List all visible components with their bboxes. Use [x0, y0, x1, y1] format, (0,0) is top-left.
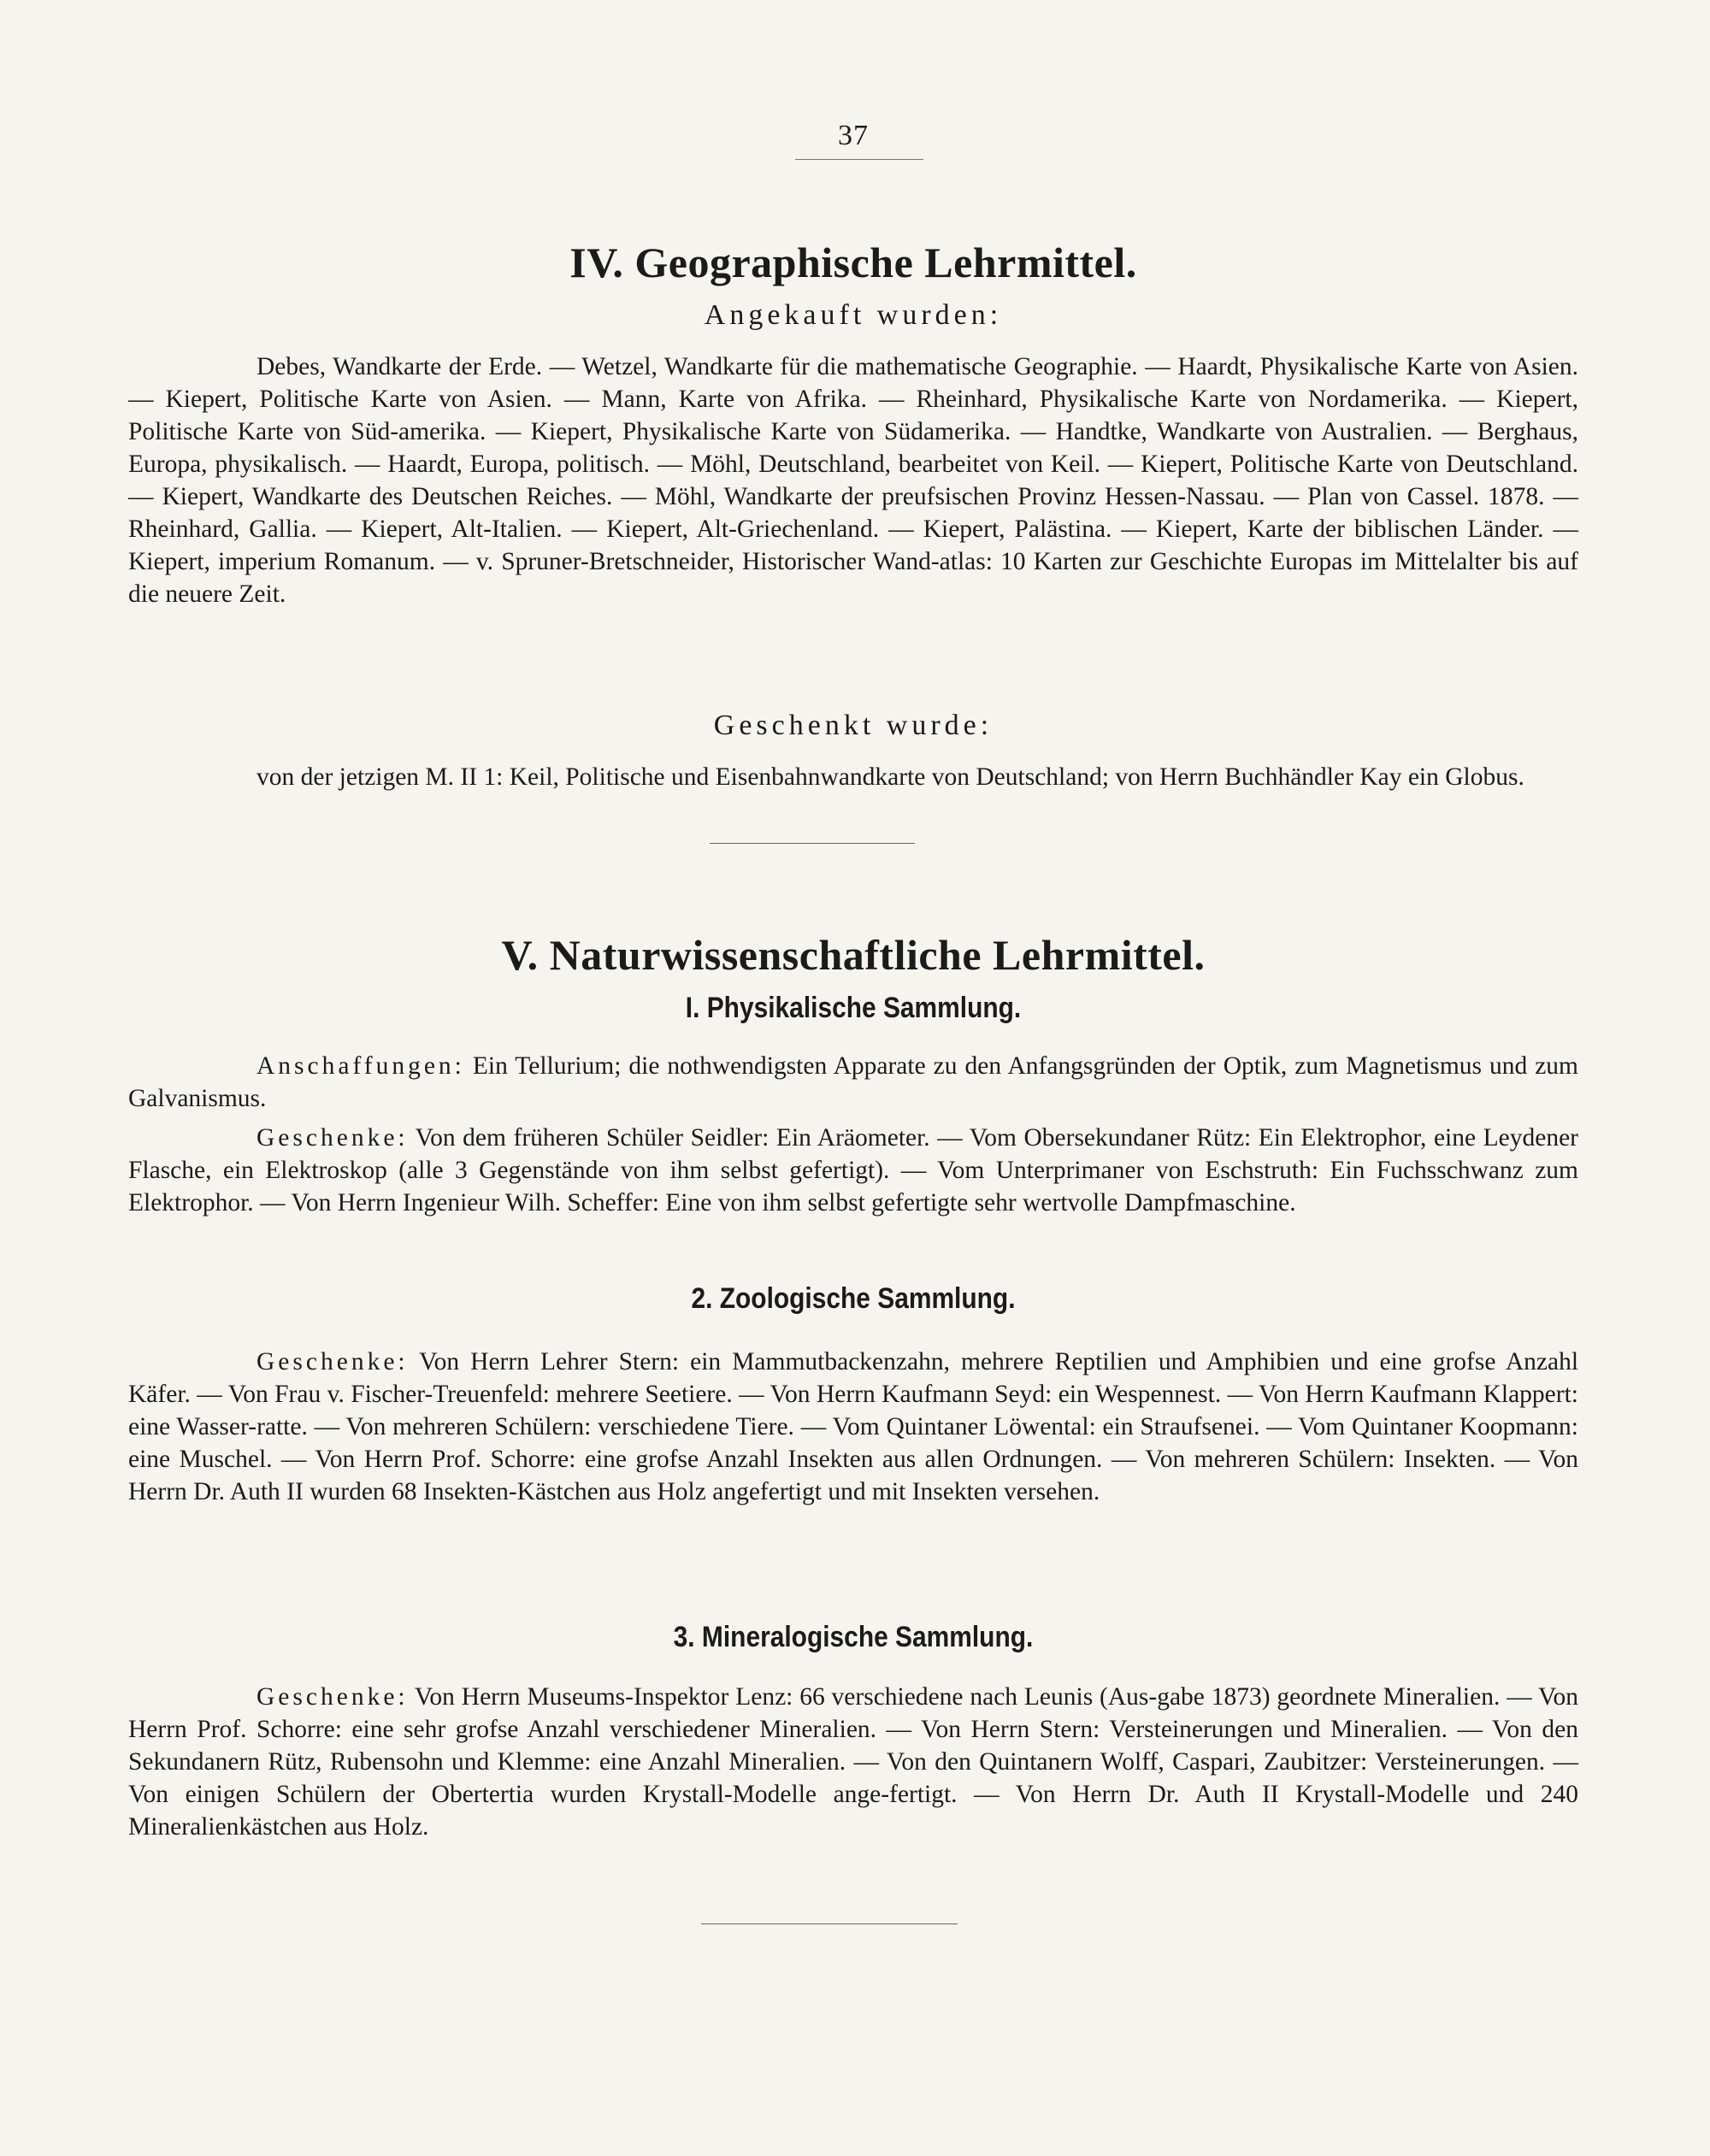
page-number-rule — [795, 159, 923, 160]
donated-heading: Geschenkt wurde: — [713, 710, 994, 741]
purchased-heading: Angekauft wurden: — [704, 299, 1003, 331]
zoology-heading-wrap — [128, 1282, 1578, 1316]
section-5-title: V. Naturwissenschaftliche Lehrmittel. — [501, 931, 1206, 979]
mineralogy-gifts-text: Von Herrn Museums-Inspektor Lenz: 66 verschiedene nach Leunis (Aus-gabe 1873) geordnete Mineralien. — Von Herrn Prof. Schorre: eine sehr grofse Anzahl verschiedener Mineralien. — Von Herrn Stern: Versteinerungen und Mineralien. — Von den Sekundanern Rütz, Rubensohn und Klemme: eine Anzahl Mineralien. — Von den Quintanern Wolff, Caspari, Zaubitzer: Versteinerungen. — Von einigen Schülern der Obertertia wurden Krystall-Modelle ange-fertigt. — Von Herrn Dr. Auth II Krystall-Modelle und 240 Mineralienkästchen aus Holz. — [128, 1683, 1578, 1841]
donated-text: von der jetzigen M. II 1: Keil, Politische und Eisenbahnwandkarte von Deutschland; von Herrn Buchhändler Kay ein Globus. — [256, 763, 1524, 791]
zoology-gifts-paragraph — [128, 1346, 1578, 1508]
zoology-gifts-text: Von Herrn Lehrer Stern: ein Mammutbackenzahn, mehrere Reptilien und Amphibien und eine grofse Anzahl Käfer. — Von Frau v. Fischer-Treuenfeld: mehrere Seetiere. — Von Herrn Kaufmann Seyd: ein Wespennest. — Von Herrn Kaufmann Klappert: eine Wasser-ratte. — Von mehreren Schülern: verschiedene Tiere. — Vom Quintaner Löwental: ein Straufsenei. — Vom Quintaner Koopmann: eine Muschel. — Von Herrn Prof. Schorre: eine grofse Anzahl Insekten aus allen Ordnungen. — Von mehreren Schülern: Insekten. — Von Herrn Dr. Auth II wurden 68 Insekten-Kästchen aus Holz angefertigt und mit Insekten versehen. — [128, 1348, 1579, 1505]
physics-acquisitions-label: Anschaffungen: — [256, 1052, 465, 1080]
zoology-gifts — [128, 1346, 1578, 1508]
section-divider-short — [710, 843, 915, 844]
section-4-donated-text-wrap — [128, 761, 1578, 793]
purchased-text: Debes, Wandkarte der Erde. — Wetzel, Wandkarte für die mathematische Geographie. — Haardt, Physikalische Karte von Asien. — Kiepert, Politische Karte von Asien. — Mann, Karte von Afrika. — Rheinhard, Physikalische Karte von Nordamerika. — Kiepert, Politische Karte von Süd-amerika. — Kiepert, Physikalische Karte von Südamerika. — Handtke, Wandkarte von Australien. — Berghaus, Europa, physikalisch. — Haardt, Europa, politisch. — Möhl, Deutschland, bearbeitet von Keil. — Kiepert, Politische Karte von Deutschland. — Kiepert, Wandkarte des Deutschen Reiches. — Möhl, Wandkarte der preufsischen Provinz Hessen-Nassau. — Plan von Cassel. 1878. — Rheinhard, Gallia. — Kiepert, Alt-Italien. — Kiepert, Alt-Griechenland. — Kiepert, Palästina. — Kiepert, Karte der biblischen Länder. — Kiepert, imperium Romanum. — v. Spruner-Bretschneider, Historischer Wand-atlas: 10 Karten zur Geschichte Europas im Mittelalter bis auf die neuere Zeit. — [128, 353, 1578, 608]
page-number: 37 — [838, 120, 869, 151]
zoology-heading: 2. Zoologische Sammlung. — [691, 1282, 1016, 1315]
physics-acquisitions-paragraph — [128, 1050, 1578, 1115]
section-5 — [128, 930, 1578, 980]
section-4 — [128, 238, 1578, 287]
physics-acquisitions — [128, 1050, 1578, 1115]
physics-heading-wrap — [128, 992, 1578, 1025]
mineralogy-gifts — [128, 1681, 1578, 1843]
physics-gifts-text: Von dem früheren Schüler Seidler: Ein Aräometer. — Vom Obersekundaner Rütz: Ein Elektrophor, eine Leydener Flasche, ein Elektroskop (alle 3 Gegenstände von ihm selbst gefertigt). — Vom Unterprimaner von Eschstruth: Ein Fuchsschwanz zum Elektrophor. — Von Herrn Ingenieur Wilh. Scheffer: Eine von ihm selbst gefertigte sehr wertvolle Dampfmaschine. — [128, 1124, 1578, 1216]
end-rule — [701, 1923, 958, 1924]
physics-gifts-label: Geschenke: — [256, 1124, 409, 1152]
section-4-title: IV. Geographische Lehrmittel. — [569, 239, 1137, 286]
section-4-purchased-heading-wrap — [128, 299, 1578, 332]
mineralogy-heading: 3. Mineralogische Sammlung. — [673, 1621, 1034, 1653]
document-page — [128, 0, 1578, 2156]
section-4-donated-heading-wrap — [128, 710, 1578, 742]
mineralogy-heading-wrap — [128, 1621, 1578, 1654]
physics-heading: I. Physikalische Sammlung. — [685, 992, 1022, 1024]
mineralogy-gifts-paragraph — [128, 1681, 1578, 1843]
physics-acquisitions-text: Ein Tellurium; die nothwendigsten Apparate zu den Anfangsgründen der Optik, zum Magnetismus und zum Galvanismus. — [128, 1052, 1578, 1112]
zoology-gifts-label: Geschenke: — [256, 1348, 409, 1375]
physics-gifts-paragraph — [128, 1122, 1578, 1219]
mineralogy-gifts-label: Geschenke: — [256, 1683, 409, 1711]
physics-gifts — [128, 1122, 1578, 1219]
section-4-purchased-text-wrap — [128, 350, 1578, 610]
